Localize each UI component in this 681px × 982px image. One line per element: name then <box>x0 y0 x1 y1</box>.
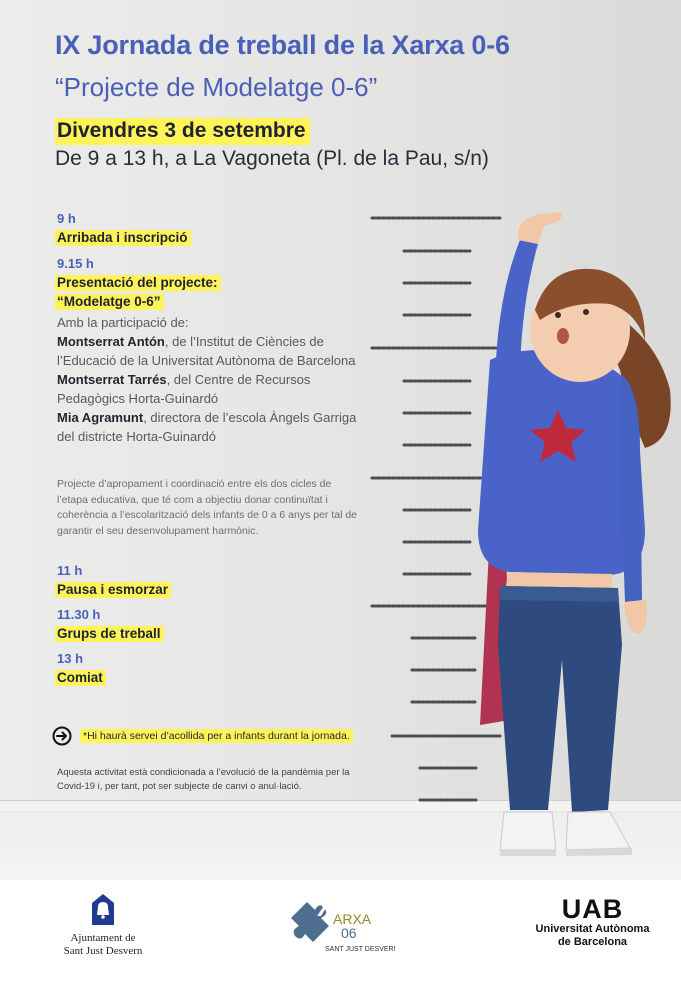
participants-block <box>57 313 357 446</box>
schedule-time-4: 11.30 h <box>57 607 101 622</box>
event-title: IX Jornada de treball de la Xarxa 0-6 <box>55 30 510 60</box>
participant-3-name: Mia Agramunt <box>57 410 144 425</box>
ajuntament-line2: Sant Just Desvern <box>63 945 143 957</box>
event-subtitle: “Projecte de Modelatge 0-6” <box>55 72 378 102</box>
schedule-time-1: 9 h <box>57 211 76 226</box>
schedule-item-workgroups: Grups de treball <box>55 626 164 642</box>
schedule-time-5: 13 h <box>57 651 84 666</box>
xarxa-word: ARXA <box>333 911 372 927</box>
arrow-right-circle-icon <box>52 726 72 746</box>
participant-2-name: Montserrat Tarrés <box>57 372 167 387</box>
event-date: Divendres 3 de setembre <box>55 118 310 145</box>
ajuntament-logo <box>48 893 158 958</box>
participant-2 <box>57 370 357 408</box>
schedule-time-2: 9.15 h <box>57 256 94 271</box>
childcare-note-text: *Hi haurà servei d’acollida per a infants durant la jornada. <box>80 729 353 743</box>
ajuntament-line1: Ajuntament de <box>70 932 136 944</box>
schedule-item-presentation-line2: “Modelatge 0-6” <box>55 294 164 310</box>
xarxa-number: 06 <box>341 925 357 941</box>
schedule-item-presentation-line1: Presentació del projecte: <box>55 275 221 291</box>
project-description: Projecte d’apropament i coordinació entre els dos cicles de l’etapa educativa, que té com a objectiu donar continuïtat i coherència a l’escolarització dels infants de 0 a 6 anys per tal de garantir el seu desenvolupament harmònic. <box>57 478 358 537</box>
participant-2-affiliation: , del Centre de Recursos Pedagògics Horta-Guinardó <box>57 372 311 406</box>
bell-tower-icon <box>90 893 116 927</box>
participant-3 <box>57 408 357 446</box>
xarxa-town: SANT JUST DESVERN <box>325 946 395 953</box>
participants-intro: Amb la participació de: <box>57 315 189 330</box>
uab-wordmark: UAB <box>561 894 624 924</box>
uab-line2: de Barcelona <box>557 936 628 948</box>
participant-1-name: Montserrat Antón <box>57 334 165 349</box>
uab-logo <box>530 895 655 949</box>
schedule-item-arrival: Arribada i inscripció <box>55 230 191 246</box>
participant-1-affiliation: , de l’Institut de Ciències de l’Educació de la Universitat Autònoma de Barcelona <box>57 334 356 368</box>
child-illustration <box>440 200 680 880</box>
svg-text:X: X <box>317 895 334 922</box>
puzzle-piece-icon <box>285 888 395 960</box>
schedule-item-closing: Comiat <box>55 670 106 686</box>
schedule-time-3: 11 h <box>57 563 83 578</box>
covid-disclaimer: Aquesta activitat està condicionada a l’evolució de la pandèmia per la Covid-19 i, per tant, pot ser subjecte de canvi o anul·lació. <box>57 767 350 792</box>
childcare-note <box>52 726 353 746</box>
participant-1 <box>57 332 357 370</box>
uab-line1: Universitat Autònoma <box>535 923 650 935</box>
xarxa-06-logo <box>285 888 395 965</box>
event-place: De 9 a 13 h, a La Vagoneta (Pl. de la Pau, s/n) <box>55 147 489 170</box>
participant-3-affiliation: , directora de l’escola Àngels Garriga del districte Horta-Guinardó <box>57 410 357 444</box>
schedule-item-break: Pausa i esmorzar <box>55 582 171 598</box>
